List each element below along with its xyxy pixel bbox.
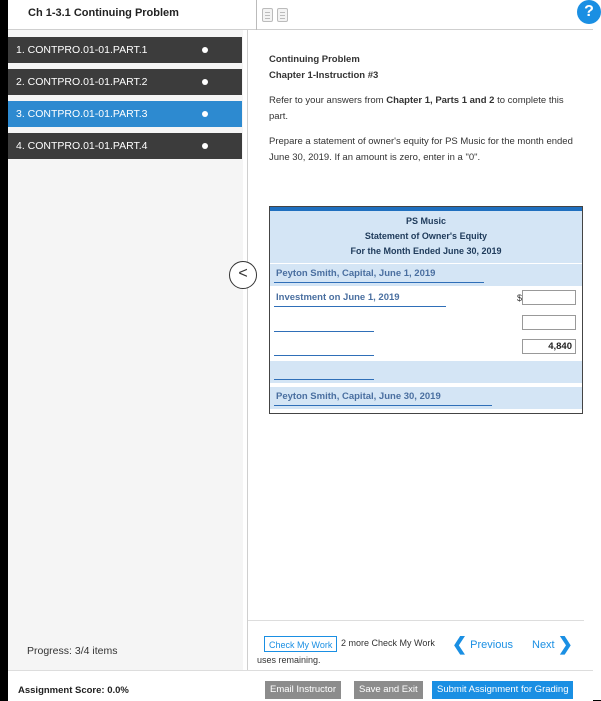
para1-bold: Chapter 1, Parts 1 and 2 <box>386 95 495 106</box>
sidebar-item-label: 2. CONTPRO.01-01.PART.2 <box>16 76 148 88</box>
help-icon[interactable]: ? <box>577 0 601 24</box>
next-label: Next <box>532 639 555 651</box>
topbar-divider <box>256 0 257 30</box>
row-label-input[interactable] <box>274 331 374 332</box>
para1-text-end: to complete this part. <box>269 95 564 122</box>
amount-input-3[interactable] <box>522 315 576 330</box>
checks-remaining-text: 2 more Check My Work <box>341 638 435 648</box>
checks-remaining-suffix: uses remaining. <box>257 655 321 665</box>
status-dot-icon <box>202 47 208 53</box>
investment-amount-input[interactable] <box>522 290 576 305</box>
submit-assignment-button[interactable]: Submit Assignment for Grading <box>432 681 573 699</box>
row-underline <box>274 306 446 307</box>
row-underline <box>274 405 492 406</box>
email-instructor-button[interactable]: Email Instructor <box>265 681 341 699</box>
table-row <box>270 361 582 383</box>
sidebar-item-part-3[interactable] <box>8 101 242 127</box>
instructions <box>269 52 579 166</box>
sidebar-item-label: 4. CONTPRO.01-01.PART.4 <box>16 140 148 152</box>
page-title: Ch 1-3.1 Continuing Problem <box>28 7 179 19</box>
previous-button[interactable] <box>452 634 513 655</box>
instructions-para-2: Prepare a statement of owner's equity for PS Music for the month ended June 30, 2019. If an amount is zero, enter in a "0". <box>269 136 573 163</box>
previous-label: Previous <box>470 639 513 651</box>
statement-title: Statement of Owner's Equity <box>364 231 488 241</box>
instructions-heading: Continuing Problem <box>269 54 360 65</box>
instructions-para-1 <box>269 93 579 125</box>
chevron-right-icon: ❯ <box>557 634 573 654</box>
company-name: PS Music <box>405 216 446 226</box>
chevron-left-icon: < <box>238 265 248 282</box>
table-row <box>270 337 582 359</box>
chevron-left-icon: ❮ <box>452 634 468 654</box>
sidebar-item-part-4[interactable] <box>8 133 242 159</box>
table-row <box>270 387 582 409</box>
notes-icon[interactable] <box>262 8 273 22</box>
sidebar-item-part-2[interactable] <box>8 69 242 95</box>
save-and-exit-button[interactable]: Save and Exit <box>354 681 423 699</box>
sidebar-item-part-1[interactable] <box>8 37 242 63</box>
status-dot-icon <box>202 143 208 149</box>
collapse-sidebar-button[interactable] <box>229 261 257 289</box>
main-divider <box>247 30 248 670</box>
amount-input-4[interactable] <box>522 339 576 354</box>
para1-text: Refer to your answers from <box>269 95 387 106</box>
check-my-work-button[interactable]: Check My Work <box>264 636 337 652</box>
table-row <box>270 313 582 335</box>
instructions-subheading: Chapter 1-Instruction #3 <box>269 70 379 81</box>
assignment-score: Assignment Score: 0.0% <box>18 685 129 696</box>
row-label: Peyton Smith, Capital, June 30, 2019 <box>276 391 441 402</box>
top-bar <box>8 0 593 30</box>
next-button[interactable] <box>532 634 573 655</box>
row-label: Investment on June 1, 2019 <box>276 292 400 303</box>
table-row <box>270 288 582 310</box>
row-label: Peyton Smith, Capital, June 1, 2019 <box>276 268 436 279</box>
sidebar-item-label: 1. CONTPRO.01-01.PART.1 <box>16 44 148 56</box>
status-dot-icon <box>202 79 208 85</box>
status-dot-icon <box>202 111 208 117</box>
statement-header <box>270 207 582 263</box>
row-label-input[interactable] <box>274 355 374 356</box>
row-underline <box>274 282 484 283</box>
table-row <box>270 264 582 286</box>
sidebar-item-label: 3. CONTPRO.01-01.PART.3 <box>16 108 148 120</box>
progress-text: Progress: 3/4 items <box>27 645 118 657</box>
statement-period: For the Month Ended June 30, 2019 <box>350 246 502 256</box>
document-icon[interactable] <box>277 8 288 22</box>
statement-table <box>269 206 583 414</box>
currency-symbol: $ <box>517 293 523 303</box>
row-label-input[interactable] <box>274 379 374 380</box>
